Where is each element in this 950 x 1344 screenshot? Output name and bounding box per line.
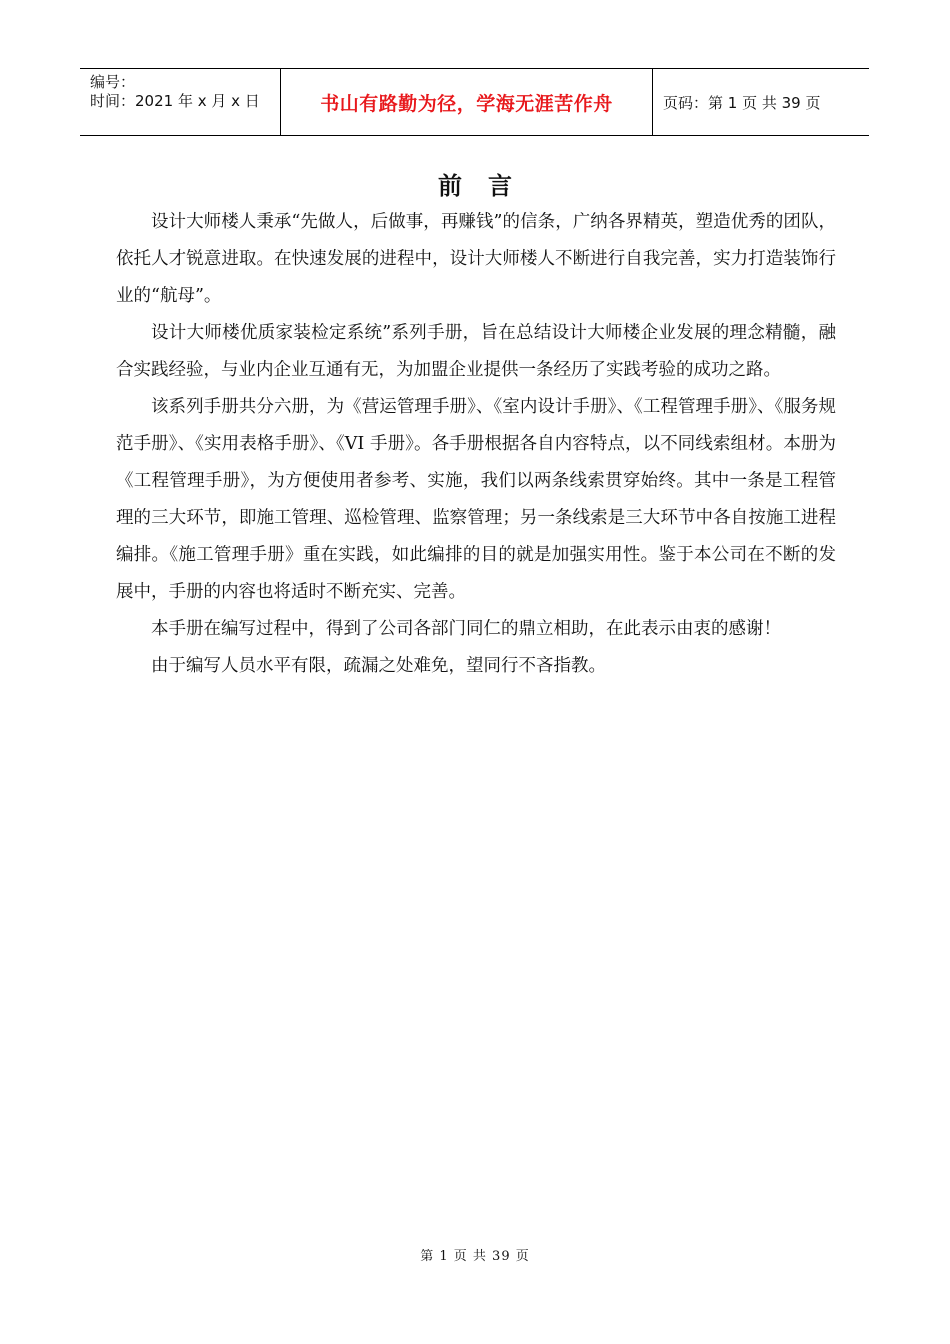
header-motto: 书山有路勤为径，学海无涯苦作舟 — [320, 92, 613, 115]
header-table — [80, 68, 869, 136]
document-number-label: 编号： — [90, 73, 136, 91]
paragraph: 设计大师楼优质家装检定系统”系列手册，旨在总结设计大师楼企业发展的理念精髓，融合实践经验，与业内企业互通有无，为加盟企业提供一条经历了实践考验的成功之路。 — [116, 323, 836, 380]
page-footer: 第 1 页 共 39 页 — [420, 1249, 530, 1264]
paragraph: 本手册在编写过程中，得到了公司各部门同仁的鼎立相助，在此表示由衷的感谢！ — [151, 619, 781, 639]
header-motto-cell — [281, 69, 653, 135]
paragraph: 由于编写人员水平有限，疏漏之处难免，望同行不吝指教。 — [151, 656, 606, 676]
paragraph: 该系列手册共分六册，为《营运管理手册》、《室内设计手册》、《工程管理手册》、《服务规范手册》、《实用表格手册》、《VI 手册》。各手册根据各自内容特点，以不同线索组材。本册为《工程管理手册》，为方便使用者参考、实施，我们以两条线索贯穿始终。其中一条是工程管理的三大环节，即施工管理、巡检管理、监察管理；另一条线索是三大环节中各自按施工进程编排。《施工管理手册》重在实践，如此编排的目的就是加强实用性。鉴于本公司在不断的发展中，手册的内容也将适时不断充实、完善。 — [116, 397, 836, 602]
header-page-label: 页码：第 1 页 共 39 页 — [663, 93, 821, 112]
page-title: 前言 — [438, 172, 538, 200]
header-meta-cell — [80, 69, 281, 135]
header-page-cell — [653, 69, 869, 135]
document-time-label: 时间：2021 年 x 月 x 日 — [90, 92, 260, 110]
document-body — [116, 204, 836, 685]
paragraph: 设计大师楼人秉承“先做人，后做事，再赚钱”的信条，广纳各界精英，塑造优秀的团队，依托人才锐意进取。在快速发展的进程中，设计大师楼人不断进行自我完善，实力打造装饰行业的“航母”。 — [116, 212, 836, 306]
